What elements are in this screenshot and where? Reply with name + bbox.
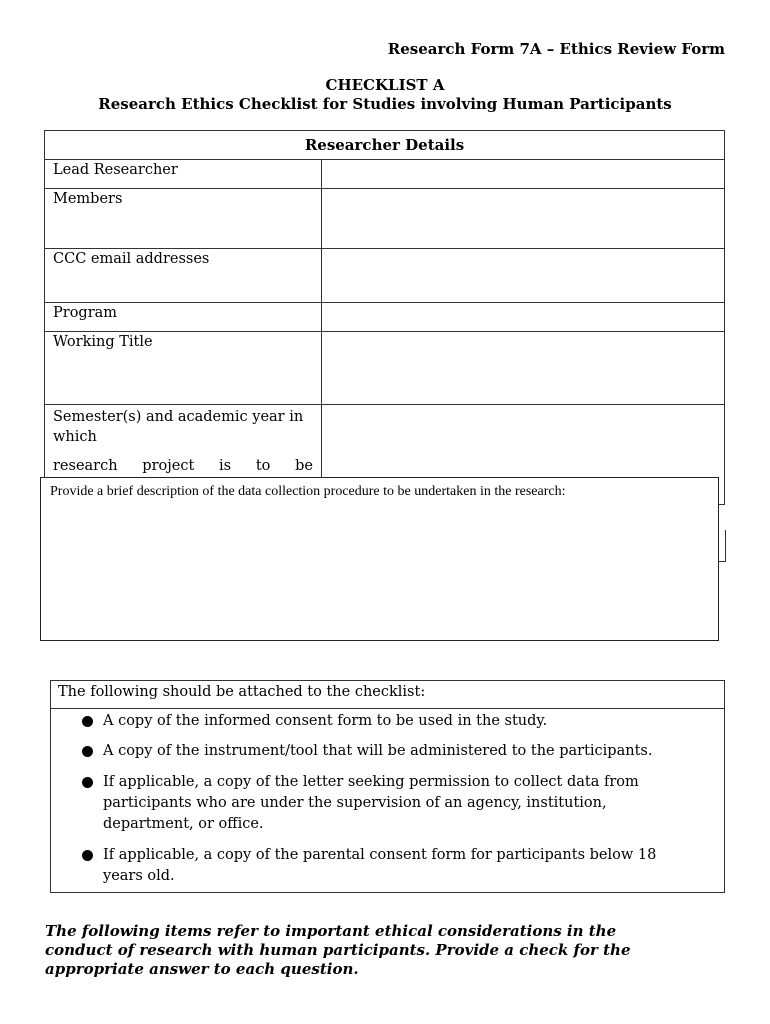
list-item [51, 845, 724, 887]
list-item [51, 772, 724, 835]
bullet-icon [82, 716, 93, 727]
email-addresses-field[interactable] [322, 249, 725, 303]
checklist-title: CHECKLIST A [325, 76, 445, 94]
description-label: Provide a brief description of the data collection procedure to be undertaken in the research: [50, 484, 566, 499]
semester-label-line1: Semester(s) and academic year in which [53, 409, 304, 445]
attachments-box [50, 680, 725, 893]
checklist-subtitle: Research Ethics Checklist for Studies involving Human Participants [98, 95, 672, 113]
attachments-list [51, 709, 724, 887]
members-field[interactable] [322, 189, 725, 249]
members-label: Members [45, 189, 322, 249]
description-box[interactable] [40, 477, 719, 641]
researcher-details-heading: Researcher Details [45, 131, 725, 160]
bullet-icon [82, 777, 93, 788]
email-addresses-label: CCC email addresses [45, 249, 322, 303]
ethics-instructions: The following items refer to important ethical considerations in the conduct of research with human participants. Provide a check for the appropriate answer to each question. [45, 922, 631, 978]
semester-label-line2: research project is to be [53, 458, 313, 474]
working-title-label: Working Title [45, 332, 322, 405]
lead-researcher-field[interactable] [322, 160, 725, 189]
bullet-icon [82, 850, 93, 861]
attachment-text: If applicable, a copy of the parental consent form for participants below 18 years old. [103, 847, 657, 884]
program-label: Program [45, 303, 322, 332]
attachments-heading: The following should be attached to the checklist: [51, 681, 724, 709]
working-title-field[interactable] [322, 332, 725, 405]
researcher-details-table [44, 130, 725, 505]
list-item [51, 711, 724, 731]
program-field[interactable] [322, 303, 725, 332]
list-item [51, 741, 724, 762]
bullet-icon [82, 746, 93, 757]
attachment-text: A copy of the informed consent form to be used in the study. [103, 713, 548, 729]
attachment-text: If applicable, a copy of the letter seeking permission to collect data from participants who are under the supervision of an agency, institution, department, or office. [103, 774, 639, 832]
lead-researcher-label: Lead Researcher [45, 160, 322, 189]
form-id: Research Form 7A – Ethics Review Form [387, 40, 725, 58]
attachment-text: A copy of the instrument/tool that will be administered to the participants. [103, 743, 653, 759]
